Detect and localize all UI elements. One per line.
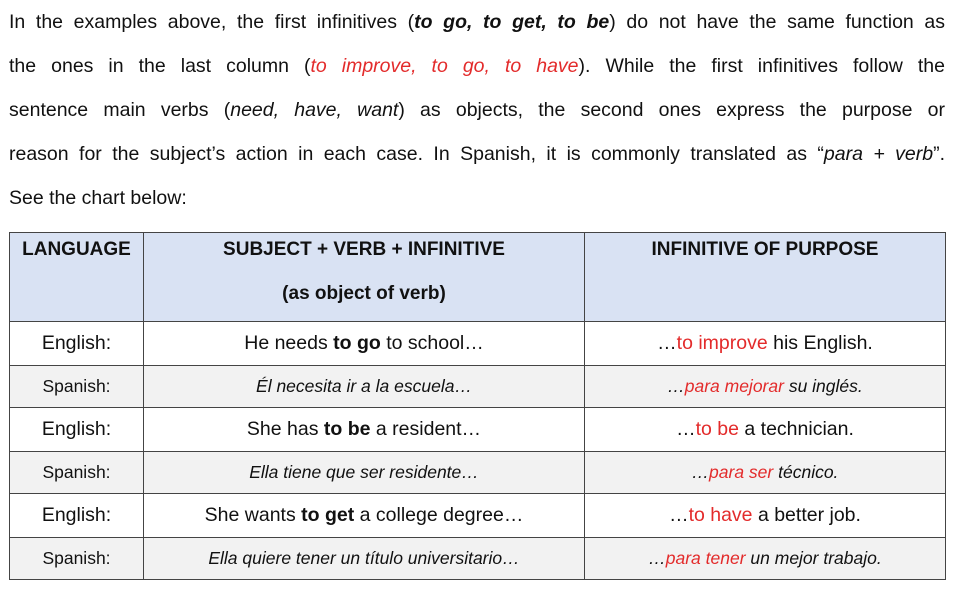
text-run: sentence main verbs ( <box>9 99 231 121</box>
purpose-cell <box>585 452 946 494</box>
table-row <box>10 538 946 580</box>
table-row <box>10 408 946 452</box>
sentence-cell: Ella tiene que ser residente… <box>144 452 585 494</box>
language-cell: Spanish: <box>10 366 144 408</box>
text-run: a better job. <box>752 504 861 526</box>
language-cell: Spanish: <box>10 452 144 494</box>
table-row <box>10 494 946 538</box>
text-run: She has <box>246 418 324 440</box>
purpose-cell <box>585 408 946 452</box>
sentence-cell: Él necesita ir a la escuela… <box>144 366 585 408</box>
purpose-infinitive: para mejorar <box>684 376 784 396</box>
paragraph-line-2 <box>9 44 945 88</box>
text-run: She wants <box>204 504 302 526</box>
text-run: reason for the subject’s action in each case. In Spanish, it is commonly translated as “ <box>9 143 824 165</box>
sentence-cell <box>144 322 585 366</box>
text-run: He needs <box>244 332 334 354</box>
table-row <box>10 366 946 408</box>
text-run: … <box>691 462 710 482</box>
header-purpose <box>585 233 946 322</box>
text-run: the ones in the last column ( <box>9 55 311 77</box>
sentence-cell: Ella quiere tener un título universitario… <box>144 538 585 580</box>
language-cell: English: <box>10 494 144 538</box>
text-run: técnico. <box>773 462 839 482</box>
main-verbs-emphasis: need, have, want <box>230 99 399 121</box>
text-run: … <box>648 548 666 568</box>
text-run: … <box>657 332 677 354</box>
text-run: ”. <box>933 143 946 165</box>
header-language <box>10 233 144 322</box>
infinitive-chart-table <box>9 232 946 580</box>
object-infinitive: to go <box>333 332 381 354</box>
header-language-label: LANGUAGE <box>22 239 131 260</box>
text-run: … <box>676 418 696 440</box>
text-run: su inglés. <box>783 376 863 396</box>
purpose-cell <box>585 322 946 366</box>
header-sentence-label: SUBJECT + VERB + INFINITIVE <box>223 239 505 260</box>
language-cell: Spanish: <box>10 538 144 580</box>
purpose-infinitive: to improve <box>676 332 768 354</box>
text-run: to school… <box>380 332 484 354</box>
sentence-cell <box>144 408 585 452</box>
table-row <box>10 452 946 494</box>
header-purpose-label: INFINITIVE OF PURPOSE <box>651 239 879 260</box>
text-run: a college degree… <box>354 504 524 526</box>
para-verb-emphasis: para + verb <box>823 143 934 165</box>
purpose-infinitive: to be <box>695 418 739 440</box>
header-sentence-sublabel: (as object of verb) <box>282 283 446 304</box>
text-run: a resident… <box>370 418 482 440</box>
text-run: un mejor trabajo. <box>745 548 882 568</box>
table-row <box>10 322 946 366</box>
purpose-cell <box>585 366 946 408</box>
purpose-infinitives-emphasis: to improve, to go, to have <box>310 55 579 77</box>
table-header-row <box>10 233 946 322</box>
language-cell: English: <box>10 408 144 452</box>
language-cell: English: <box>10 322 144 366</box>
purpose-cell <box>585 494 946 538</box>
purpose-infinitive: para ser <box>709 462 774 482</box>
paragraph-line-5: See the chart below: <box>9 187 187 209</box>
object-infinitive: to be <box>323 418 371 440</box>
infinitives-emphasis: to go, to get, to be <box>414 11 610 33</box>
text-run: ) do not have the same function as <box>609 11 945 33</box>
purpose-infinitive: para tener <box>665 548 746 568</box>
text-run: a technician. <box>738 418 854 440</box>
text-run: his English. <box>767 332 873 354</box>
paragraph-line-3 <box>9 88 945 132</box>
paragraph-line-1 <box>9 0 945 44</box>
sentence-cell <box>144 494 585 538</box>
header-sentence <box>144 233 585 322</box>
intro-paragraph <box>9 0 945 220</box>
text-run: ) as objects, the second ones express the purpose or <box>398 99 945 121</box>
paragraph-line-4 <box>9 132 945 176</box>
text-run: In the examples above, the first infinitives ( <box>9 11 415 33</box>
purpose-infinitive: to have <box>688 504 753 526</box>
text-run: ). While the first infinitives follow the <box>578 55 945 77</box>
text-run: … <box>667 376 685 396</box>
text-run: … <box>669 504 689 526</box>
object-infinitive: to get <box>301 504 355 526</box>
purpose-cell <box>585 538 946 580</box>
